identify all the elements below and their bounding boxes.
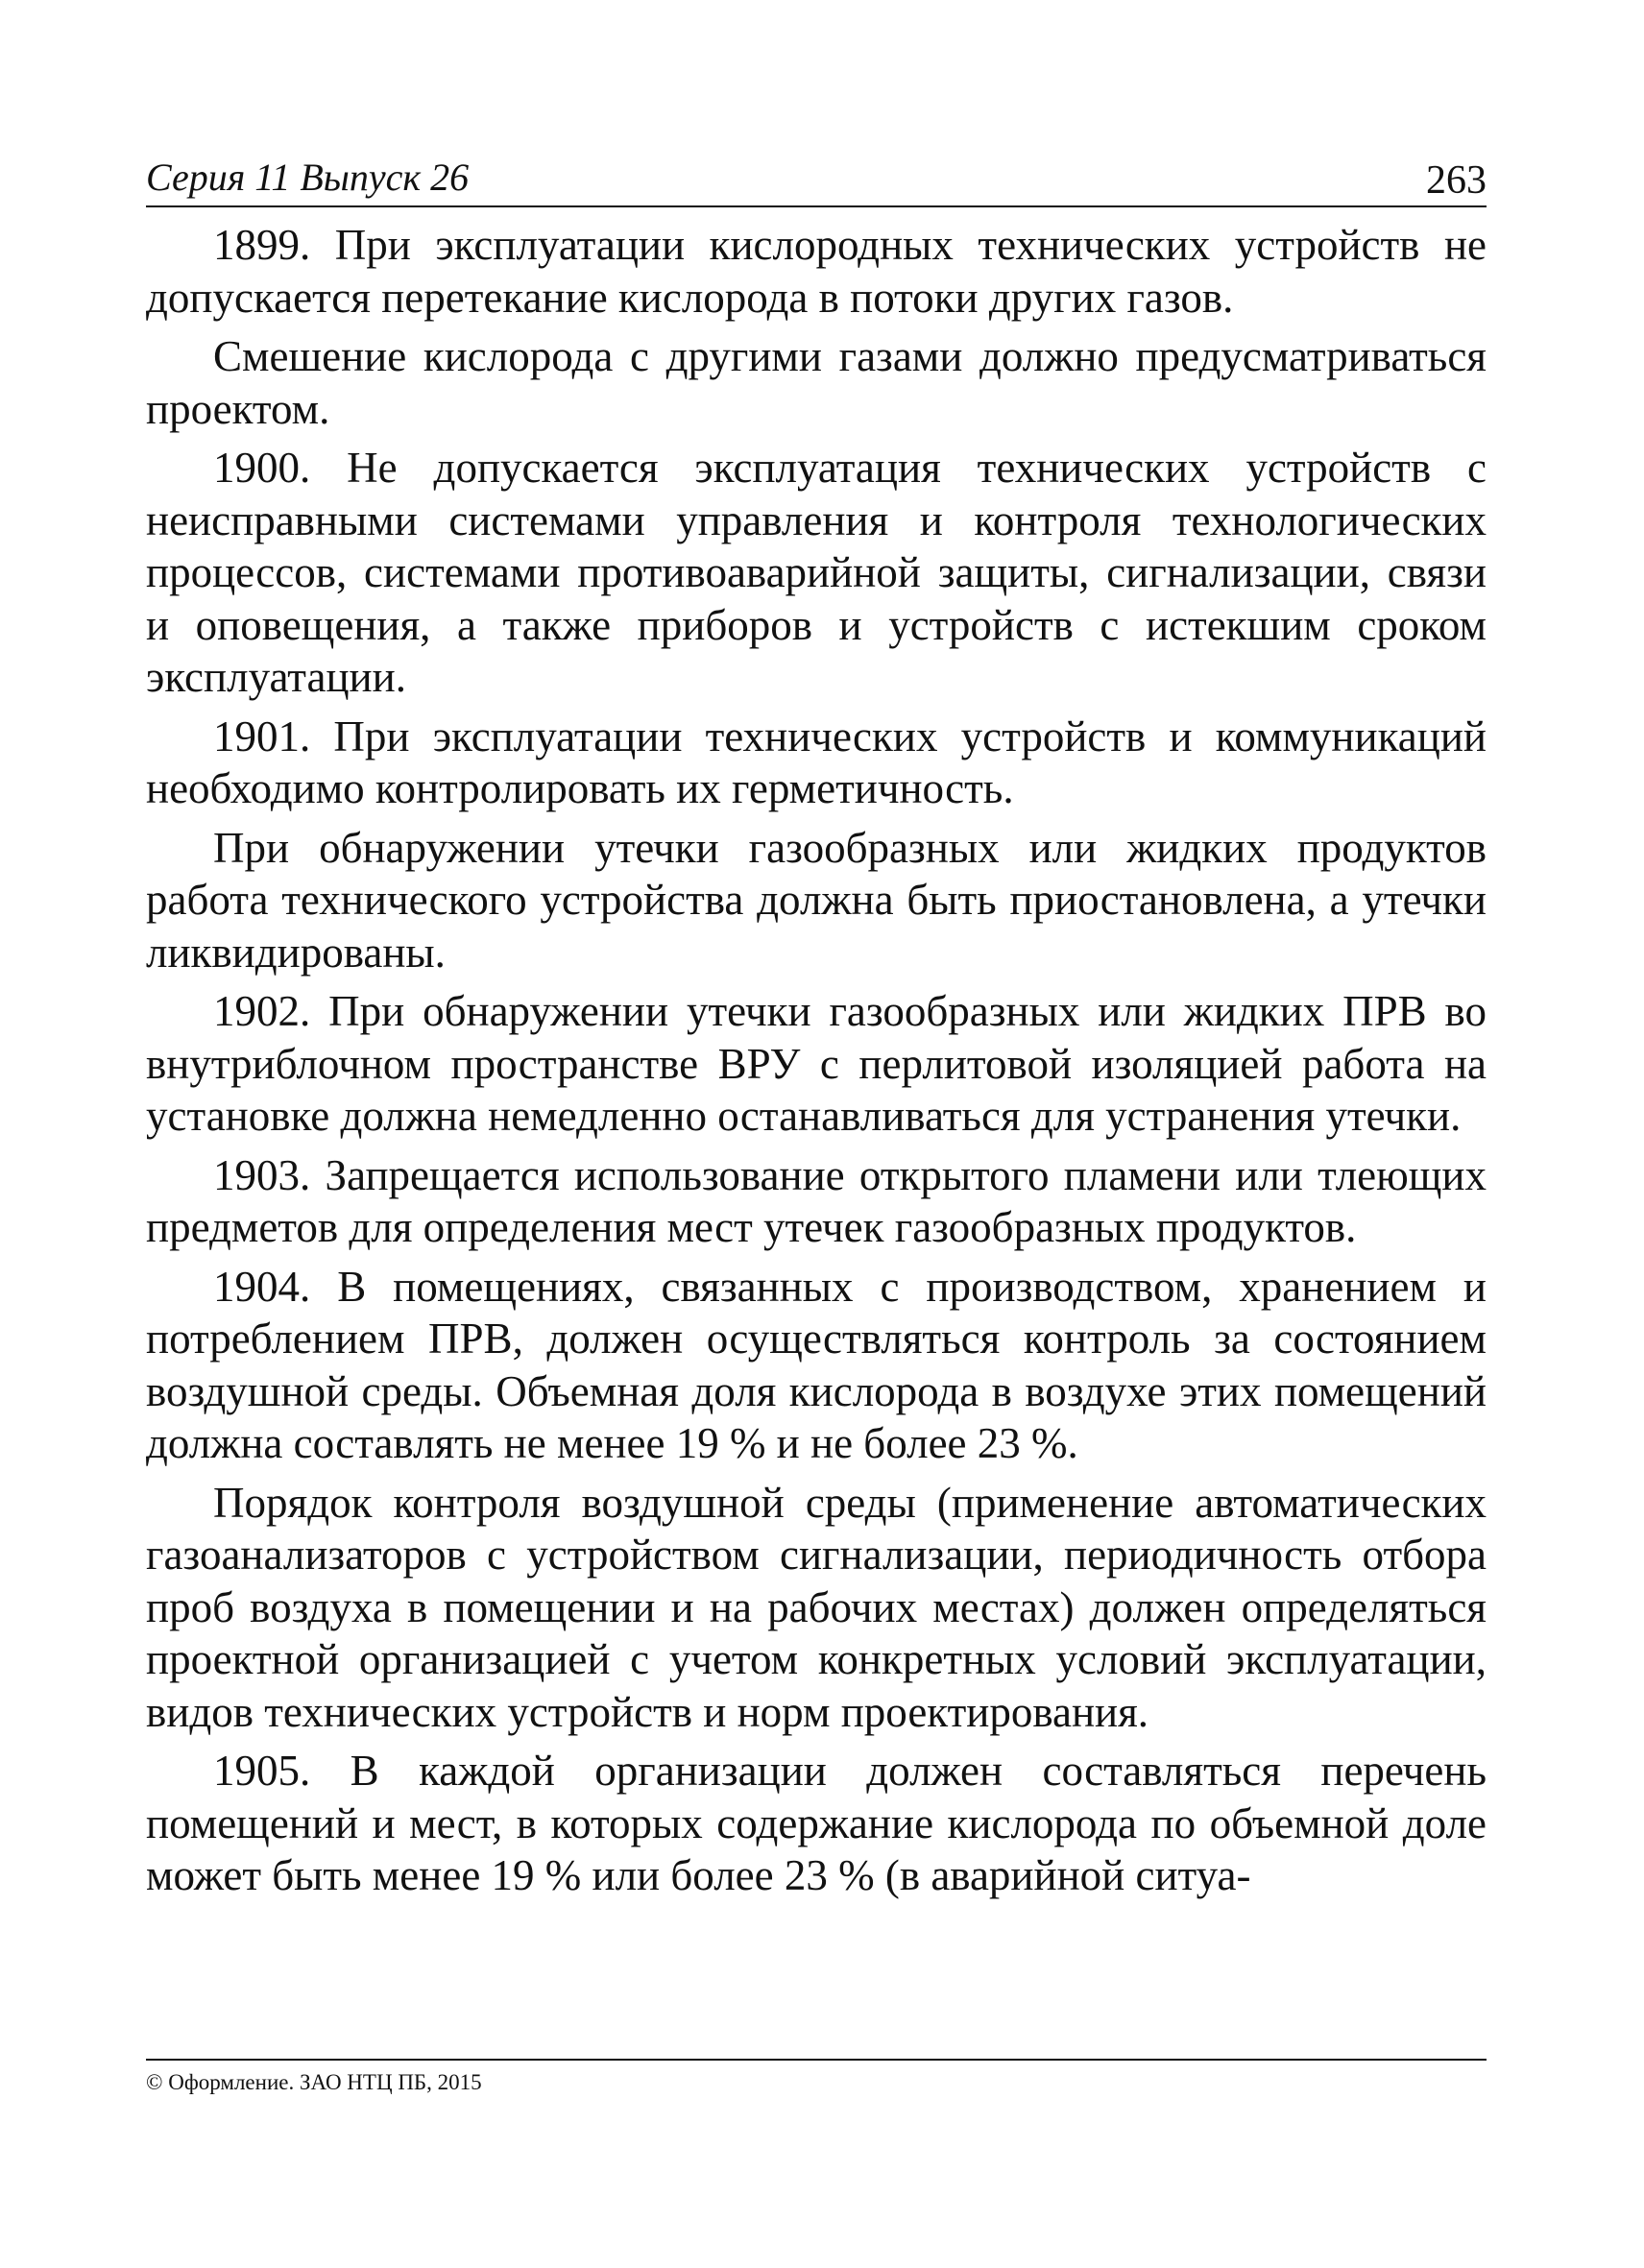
paragraph-1904: 1904. В помещениях, связанных с производством, хранением и потреблением ПРВ, должен осуществляться контроль за состоянием воздушной среды. Объемная доля кислорода в воздухе этих помещений должна составлять не менее 19 % и не более 23 %. — [146, 1262, 1487, 1467]
paragraph-leak-detection: При обнаружении утечки газообразных или жидких продуктов работа технического устройства должна быть приостановлена, а утечки ликвидированы. — [146, 823, 1487, 977]
page-number: 263 — [1426, 158, 1487, 203]
paragraph-air-control: Порядок контроля воздушной среды (применение автоматических газоанализаторов с устройством сигнализации, периодичность отбора проб воздуха в помещении и на рабочих местах) должен определяться проектной организацией с учетом конкретных условий эксплуатации, видов технических устройств и норм проектирования. — [146, 1478, 1487, 1736]
copyright-footer — [146, 2059, 1487, 2095]
paragraph-1899: 1899. При эксплуатации кислородных технических устройств не допускается перетекание кислорода в потоки других газов. — [146, 221, 1487, 322]
document-body — [146, 219, 1487, 1902]
paragraph-mixing: Смешение кислорода с другими газами должно предусматриваться проектом. — [146, 332, 1487, 433]
document-page — [146, 144, 1487, 2141]
paragraph-1903: 1903. Запрещается использование открытого пламени или тлеющих предметов для определения мест утечек газообразных продуктов. — [146, 1150, 1487, 1251]
series-title: Серия 11 Выпуск 26 — [146, 156, 470, 199]
copyright-text: © Оформление. ЗАО НТЦ ПБ, 2015 — [146, 2070, 482, 2094]
paragraph-1902: 1902. При обнаружении утечки газообразных или жидких ПРВ во внутриблочном пространстве ВРУ с перлитовой изоляцией работа на установке должна немедленно останавливаться для устранения утечки. — [146, 987, 1487, 1140]
paragraph-1900: 1900. Не допускается эксплуатация технических устройств с неисправными системами управления и контроля технологических процессов, системами противоаварийной защиты, сигнализации, связи и оповещения, а также приборов и устройств с истекшим сроком эксплуатации. — [146, 444, 1487, 701]
paragraph-1905: 1905. В каждой организации должен составляться перечень помещений и мест, в которых содержание кислорода по объемной доле может быть менее 19 % или более 23 % (в аварийной ситуа- — [146, 1747, 1487, 1899]
running-header — [146, 144, 1487, 207]
paragraph-1901: 1901. При эксплуатации технических устройств и коммуникаций необходимо контролировать их герметичность. — [146, 712, 1487, 812]
